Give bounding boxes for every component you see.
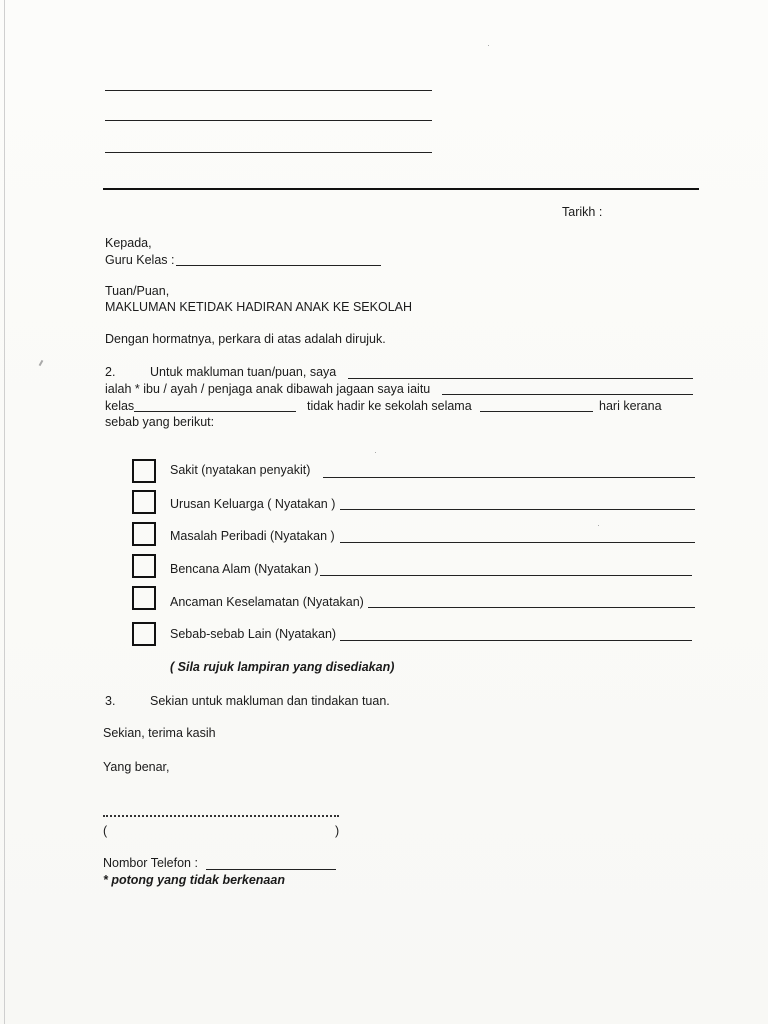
scan-speck <box>39 360 44 366</box>
opening-text: Dengan hormatnya, perkara di atas adalah dirujuk. <box>105 332 386 346</box>
address-line-1[interactable] <box>105 90 432 91</box>
address-line-2[interactable] <box>105 120 432 121</box>
reason-field-ancaman-keselamatan[interactable] <box>368 607 695 608</box>
salutation: Tuan/Puan, <box>105 284 170 298</box>
reason-field-sakit[interactable] <box>323 477 695 478</box>
para2-line4: sebab yang berikut: <box>105 415 215 429</box>
para2-absent-text: tidak hadir ke sekolah selama <box>307 399 472 413</box>
para3-number: 3. <box>105 694 116 708</box>
phone-field[interactable] <box>206 869 336 870</box>
subject-heading: MAKLUMAN KETIDAK HADIRAN ANAK KE SEKOLAH <box>105 300 413 314</box>
child-name-field[interactable] <box>442 394 693 395</box>
teacher-field[interactable] <box>176 265 381 266</box>
checkbox-urusan-keluarga[interactable] <box>132 490 156 514</box>
checkbox-bencana-alam[interactable] <box>132 554 156 578</box>
checkbox-sebab-lain[interactable] <box>132 622 156 646</box>
reason-label-masalah-peribadi: Masalah Peribadi (Nyatakan ) <box>170 529 335 543</box>
reason-field-bencana-alam[interactable] <box>320 575 692 576</box>
para2-number: 2. <box>105 365 116 379</box>
reason-label-bencana-alam: Bencana Alam (Nyatakan ) <box>170 562 319 576</box>
para2-line1: Untuk makluman tuan/puan, saya <box>150 365 337 379</box>
phone-label: Nombor Telefon : <box>103 856 198 870</box>
date-label: Tarikh : <box>562 205 603 219</box>
reason-field-masalah-peribadi[interactable] <box>340 542 695 543</box>
checkbox-masalah-peribadi[interactable] <box>132 522 156 546</box>
para3-text: Sekian untuk makluman dan tindakan tuan. <box>150 694 390 708</box>
reason-field-sebab-lain[interactable] <box>340 640 692 641</box>
scan-margin-line <box>4 0 5 1024</box>
scan-speck <box>375 452 376 453</box>
reason-label-sakit: Sakit (nyatakan penyakit) <box>170 463 311 477</box>
scan-speck <box>598 525 599 526</box>
parent-name-field[interactable] <box>348 378 693 379</box>
para2-line2: ialah * ibu / ayah / penjaga anak dibawah jagaan saya iaitu <box>105 382 431 396</box>
checkbox-sakit[interactable] <box>132 459 156 483</box>
class-field[interactable] <box>134 411 296 412</box>
reason-label-ancaman-keselamatan: Ancaman Keselamatan (Nyatakan) <box>170 595 364 609</box>
teacher-label: Guru Kelas : <box>105 253 175 267</box>
attachment-note: ( Sila rujuk lampiran yang disediakan) <box>170 660 395 674</box>
para2-class-label: kelas <box>105 399 135 413</box>
para2-days-text: hari kerana <box>599 399 662 413</box>
sign-off: Yang benar, <box>103 760 170 774</box>
signature-line[interactable] <box>103 815 339 817</box>
name-bracket-open: ( <box>103 824 108 838</box>
checkbox-ancaman-keselamatan[interactable] <box>132 586 156 610</box>
scan-speck <box>488 45 489 46</box>
closing-text: Sekian, terima kasih <box>103 726 216 740</box>
header-divider <box>103 188 699 190</box>
name-bracket-close: ) <box>335 824 340 838</box>
footnote: * potong yang tidak berkenaan <box>103 873 285 887</box>
reason-label-sebab-lain: Sebab-sebab Lain (Nyatakan) <box>170 627 337 641</box>
address-line-3[interactable] <box>105 152 432 153</box>
days-field[interactable] <box>480 411 593 412</box>
reason-field-urusan-keluarga[interactable] <box>340 509 695 510</box>
reason-label-urusan-keluarga: Urusan Keluarga ( Nyatakan ) <box>170 497 336 511</box>
recipient-to: Kepada, <box>105 236 152 250</box>
